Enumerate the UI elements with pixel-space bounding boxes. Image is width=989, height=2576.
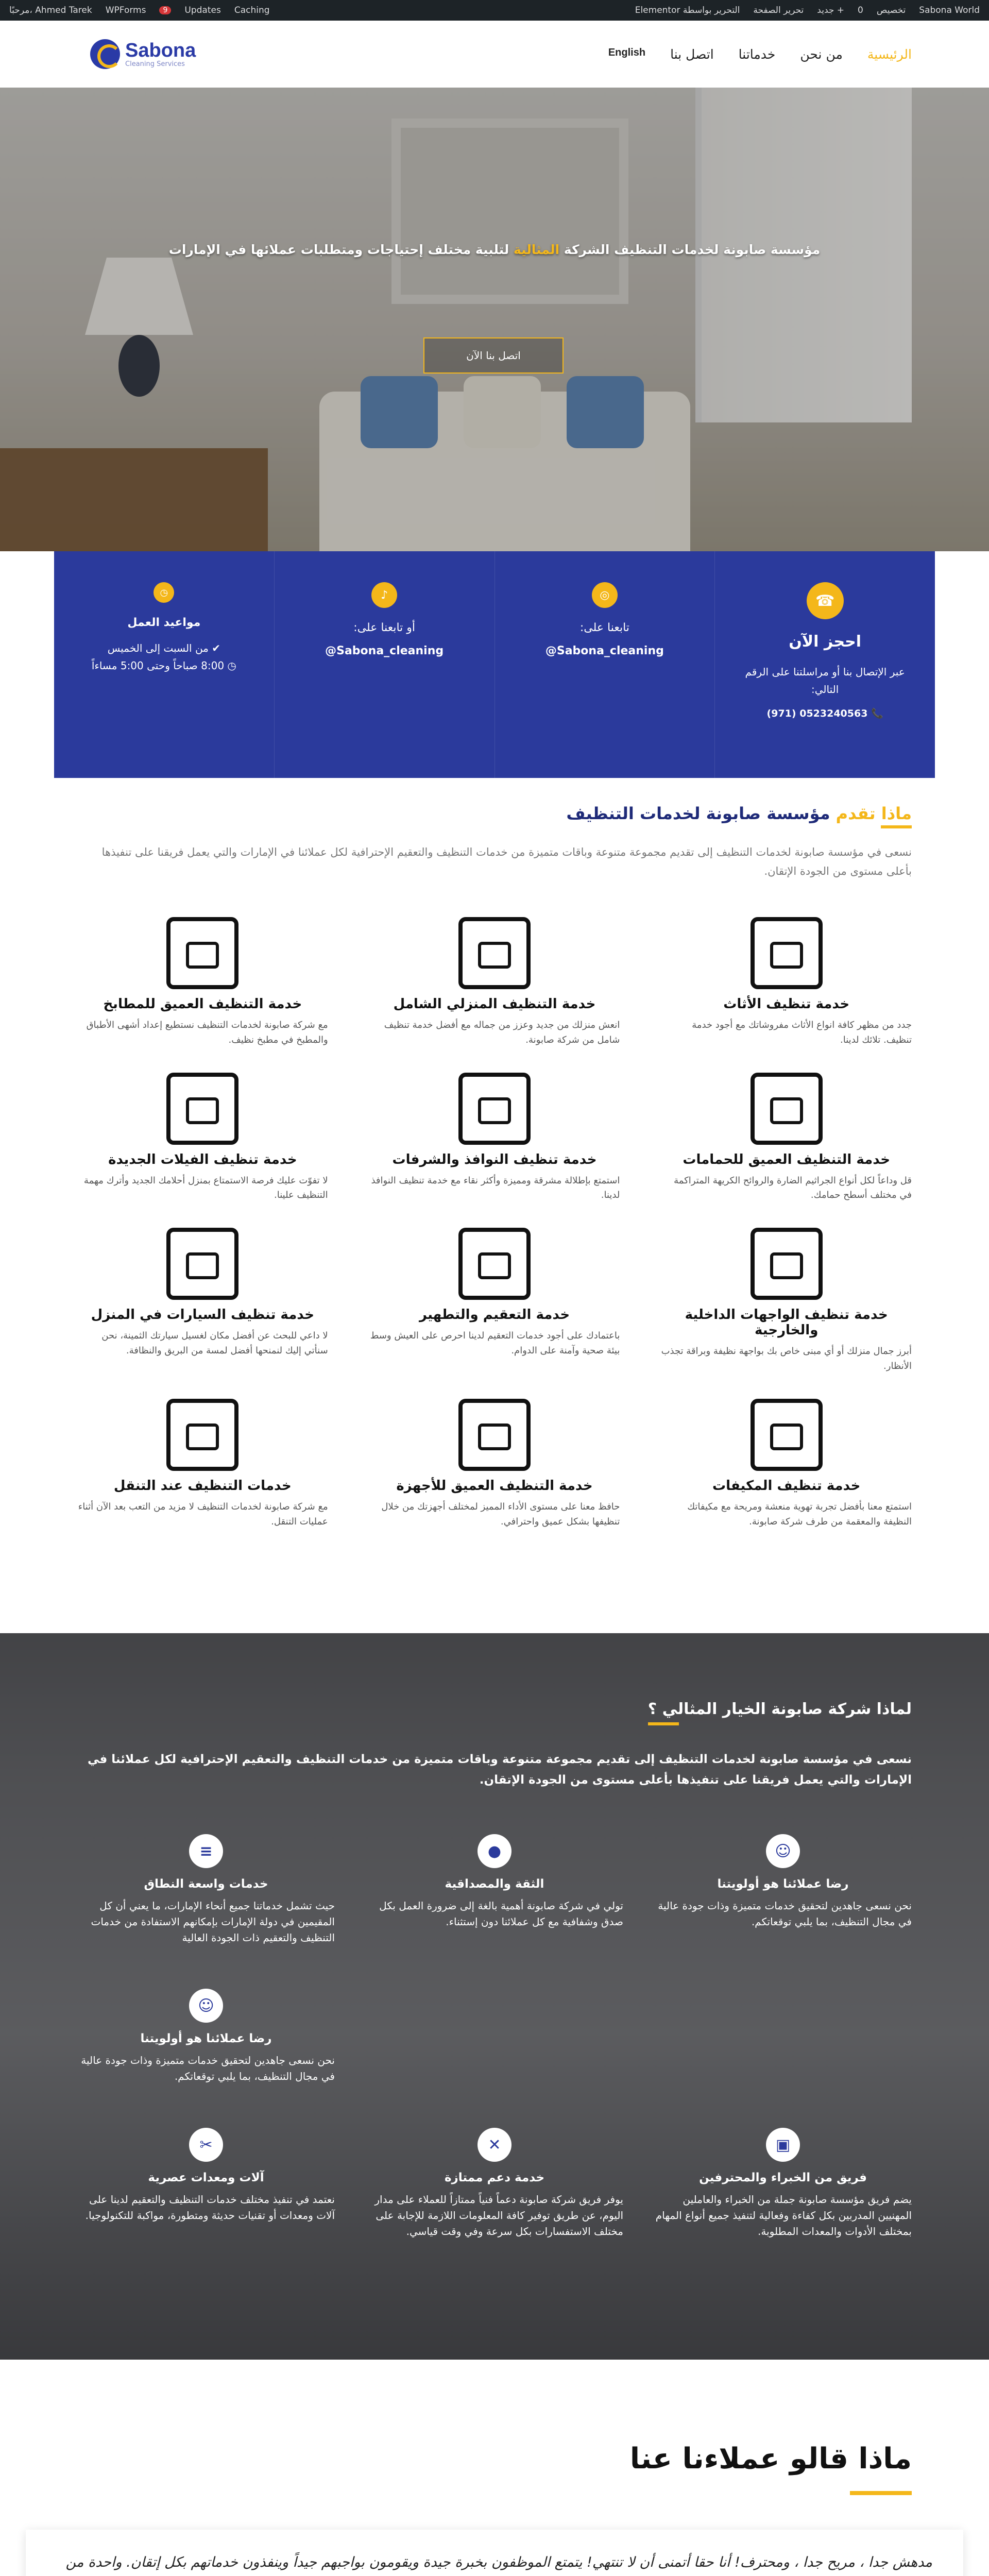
window-cleaning-icon [458, 1073, 531, 1145]
contact-band [54, 551, 935, 778]
service-card[interactable]: خدمة التنظيف العميق للحمامات قل وداعاً لكل أنواع الجراثيم الضارة والروائح الكريهة المتراكمة في مختلف أسطح حمامك. [661, 1073, 912, 1204]
admin-new[interactable]: + جديد [817, 5, 845, 15]
hours-days: ✔ من السبت إلى الخميس [107, 642, 221, 654]
service-card[interactable]: خدمة تنظيف الأثاث جدد من مظهر كافة انواع الأثاث مفروشاتك مع أجود خدمة تنظيف. تلائك لدينا. [661, 917, 912, 1048]
hours-title: مواعيد العمل [127, 616, 201, 629]
testimonial-quote: مدهش جدا ، مريح جدا ، ومحترف! أنا حقا أتمنى أن لا تنتهي! يتمتع الموظفون بخبرة جيدة ويقومون بواجبهم جيداً وينفذون خدماتهم بكل إتقان. واحدة من [65, 2554, 932, 2570]
server-icon: ≡ [189, 1834, 223, 1868]
smile-icon: ☺ [189, 1989, 223, 2023]
bathroom-icon [751, 1073, 823, 1145]
nav-services[interactable]: خدماتنا [738, 46, 776, 62]
kitchen-icon [166, 917, 238, 989]
disinfection-icon [458, 1228, 531, 1300]
nav-language[interactable]: English [608, 46, 646, 58]
instagram-icon[interactable]: ◎ [592, 582, 618, 608]
hours-time: ◷ 8:00 صباحاً وحتى 5:00 مساءاً [91, 659, 236, 672]
tiktok-handle[interactable]: @Sabona_cleaning [325, 645, 444, 657]
facade-icon [751, 1228, 823, 1300]
service-card[interactable]: خدمة تنظيف السيارات في المنزل لا داعي للبحث عن أفضل مكان لغسيل سيارتك الثمينة، نحن سنأتي إليك لنمنحها أفضل لمسة من البريق والنظافة. [77, 1228, 328, 1374]
admin-edit-page[interactable]: تحرير الصفحة [753, 5, 804, 15]
updates-badge[interactable]: 9 [159, 6, 171, 14]
why-intro: نسعى في مؤسسة صابونة لخدمات التنظيف إلى تقديم مجموعة متنوعة وباقات متميزة من خدمات التنظيف والتعقيم الإحترافية لكل عملائنا في الإمارات والتي يعمل فريقنا على تنفيذها بأعلى مستوى من الجودة الإتقان. [87, 1753, 912, 1787]
why-card: ☺ رضا عملائنا هو أولويتنا نحن نسعى جاهدين لتحقيق خدمات متميزة وذات جودة عالية في مجال التنظيف، بما يلبي توقعاتكم. [654, 1834, 912, 1930]
admin-elementor[interactable]: التحرير بواسطة Elementor [635, 5, 740, 15]
book-now-block [714, 551, 935, 778]
appliance-icon [458, 1399, 531, 1471]
book-phone[interactable]: 📞 0523240563 (971) [766, 708, 883, 719]
why-card: ● الثقة والمصداقية تولي في شركة صابونة أهمية بالغة إلى ضرورة العمل بكل صدق وشفافية مع كل عملائنا دون إستثناء. [366, 1834, 623, 1930]
instagram-handle[interactable]: @Sabona_cleaning [545, 645, 664, 657]
service-card[interactable]: خدمة التنظيف العميق للمطابخ مع شركة صابونة لخدمات التنظيف نستطيع إعداد أشهى الأطباق والمطبخ في مطبخ نظيف. [77, 917, 328, 1048]
villa-icon [166, 1073, 238, 1145]
follow-title: تابعنا على: [579, 621, 629, 634]
services-grid [77, 917, 912, 1529]
logo-name: Sabona [125, 39, 196, 61]
book-desc: عبر الإتصال بنا أو مراسلتنا على الرقم التالي: [745, 666, 905, 696]
briefcase-icon: ▣ [766, 2128, 800, 2162]
book-title: احجز الآن [789, 633, 862, 651]
smile-icon: ☺ [766, 1834, 800, 1868]
admin-site-name[interactable]: Sabona World [919, 5, 980, 15]
air-conditioner-icon [751, 1399, 823, 1471]
service-card[interactable]: خدمات التنظيف عند التنقل مع شركة صابونة لخدمات التنظيف لا مزيد من التعب بعد الآن أثناء عمليات التنقل. [77, 1399, 328, 1530]
site-header [0, 21, 989, 88]
follow-block-tiktok [274, 551, 494, 778]
why-card: ✂ آلات ومعدات عصرية نعتمد في تنفيذ مختلف خدمات التنظيف والتعقيم لدينا على آلات ومعدات أو تقنيات حديثة ومتطورة، مواكبة للتكنولوجيا. [77, 2128, 335, 2224]
why-card: ☺ رضا عملائنا هو أولويتنا نحن نسعى جاهدين لتحقيق خدمات متميزة وذات جودة عالية في مجال التنظيف، بما يلبي توقعاتكم. [77, 1989, 335, 2084]
service-card[interactable]: خدمة تنظيف الفيلات الجديدة لا تفوّت عليك فرصة الاستمتاع بمنزل أحلامك الجديد وأترك مهمة التنظيف علينا. [77, 1073, 328, 1204]
phone-icon: ☎ [807, 582, 844, 619]
user-icon: ● [478, 1834, 511, 1868]
wp-admin-bar [0, 0, 989, 21]
car-wash-icon [166, 1228, 238, 1300]
follow-title-alt: أو تابعنا على: [353, 621, 416, 634]
why-title: لماذا شركة صابونة الخيار المثالي ؟ [648, 1700, 912, 1725]
services-intro: نسعى في مؤسسة صابونة لخدمات التنظيف إلى تقديم مجموعة متنوعة وباقات متميزة من خدمات التنظيف والتعقيم الإحترافية لكل عملائنا في الإمارات والتي يعمل فريقنا على تنفيذها بأعلى مستوى من الجودة الإتقان. [101, 846, 912, 877]
service-card[interactable]: خدمة التعقيم والتطهير باعتمادك على أجود خدمات التعقيم لدينا احرص على العيش وسط بيئة صحية وآمنة على الدوام. [369, 1228, 620, 1374]
hero-section [0, 88, 989, 551]
tiktok-icon[interactable]: ♪ [371, 582, 397, 608]
admin-greeting[interactable]: مرحبًا، Ahmed Tarek [9, 5, 92, 15]
hours-block [54, 551, 274, 778]
admin-updates[interactable]: Updates [184, 5, 221, 15]
why-card: ✕ خدمة دعم ممتازة يوفر فريق شركة صابونة دعماً فنياً ممتازاً للعملاء على مدار اليوم، عن طريق توفير كافة المعلومات اللازمة للإجابة على مختلف الاستفسارات بكل سرعة وفي وقت قياسي. [366, 2128, 623, 2240]
logo-mark-icon [90, 39, 120, 69]
admin-wpforms[interactable]: WPForms [105, 5, 146, 15]
site-logo[interactable] [90, 39, 196, 69]
support-icon: ✕ [478, 2128, 511, 2162]
admin-customize[interactable]: تخصيص [876, 5, 906, 15]
service-card[interactable]: خدمة تنظيف الواجهات الداخلية والخارجية أبرز جمال منزلك أو أي مبنى خاص بك بواجهة نظيفة وبراقة تجذب الأنظار. [661, 1228, 912, 1374]
follow-block-instagram [494, 551, 715, 778]
moving-boxes-icon [166, 1399, 238, 1471]
service-card[interactable]: خدمة التنظيف العميق للأجهزة حافظ معنا على مستوى الأداء المميز لمختلف أجهزتك من خلال تنظيفها بشكل عميق واحترافي. [369, 1399, 620, 1530]
main-nav [608, 47, 912, 62]
testimonial-card [26, 2530, 963, 2576]
nav-contact[interactable]: اتصل بنا [670, 46, 714, 62]
clock-icon: ◷ [154, 582, 174, 603]
service-card[interactable]: خدمة تنظيف المكيفات استمتع معنا بأفضل تجربة تهوية منعشة ومريحة مع مكيفاتك النظيفة والمعقمة من طرف شركة صابونة. [661, 1399, 912, 1530]
testimonials-title: ماذا قالو عملاءنا عنا [630, 2442, 912, 2495]
nav-about[interactable]: من نحن [800, 46, 843, 62]
admin-caching[interactable]: Caching [234, 5, 270, 15]
why-card: ▣ فريق من الخبراء والمحترفين يضم فريق مؤسسة صابونة جملة من الخبراء والعاملين المهنيين المدربين بكل كفاءة وفعالية لتنفيذ جميع أنواع المهام بمختلف الأدوات والمعدات المطلوبة. [654, 2128, 912, 2240]
nav-home[interactable]: الرئيسية [867, 46, 912, 62]
tools-icon: ✂ [189, 2128, 223, 2162]
service-card[interactable]: خدمة تنظيف النوافذ والشرفات استمتع بإطلالة مشرقة ومميزة وأكثر نقاء مع خدمة تنظيف النوافذ لدينا. [369, 1073, 620, 1204]
admin-comments[interactable]: 0 [858, 5, 863, 15]
logo-tagline: Cleaning Services [125, 60, 185, 68]
hero-headline: مؤسسة صابونة لخدمات التنظيف الشركة المثالية لتلبية مختلف إحتياجات ومتطلبات عملائها في الإمارات [168, 242, 821, 257]
services-title: ماذا تقدم مؤسسة صابونة لخدمات التنظيف [566, 804, 912, 828]
why-section [0, 1633, 989, 2360]
house-cleaning-icon [458, 917, 531, 989]
why-card: ≡ خدمات واسعة النطاق حيث تشمل خدماتنا جميع أنحاء الإمارات، ما يعني أن كل المقيمين في دولة الإمارات بإمكانهم الاستفادة من خدمات التنظيف والتعقيم ذات الجودة العالية [77, 1834, 335, 1946]
service-card[interactable]: خدمة التنظيف المنزلي الشامل انعش منزلك من جديد وعزز من جماله مع أفضل خدمة تنظيف شامل من شركة صابونة. [369, 917, 620, 1048]
sofa-icon [751, 917, 823, 989]
services-header [0, 804, 989, 881]
hero-contact-button[interactable]: اتصل بنا الآن [423, 337, 564, 374]
